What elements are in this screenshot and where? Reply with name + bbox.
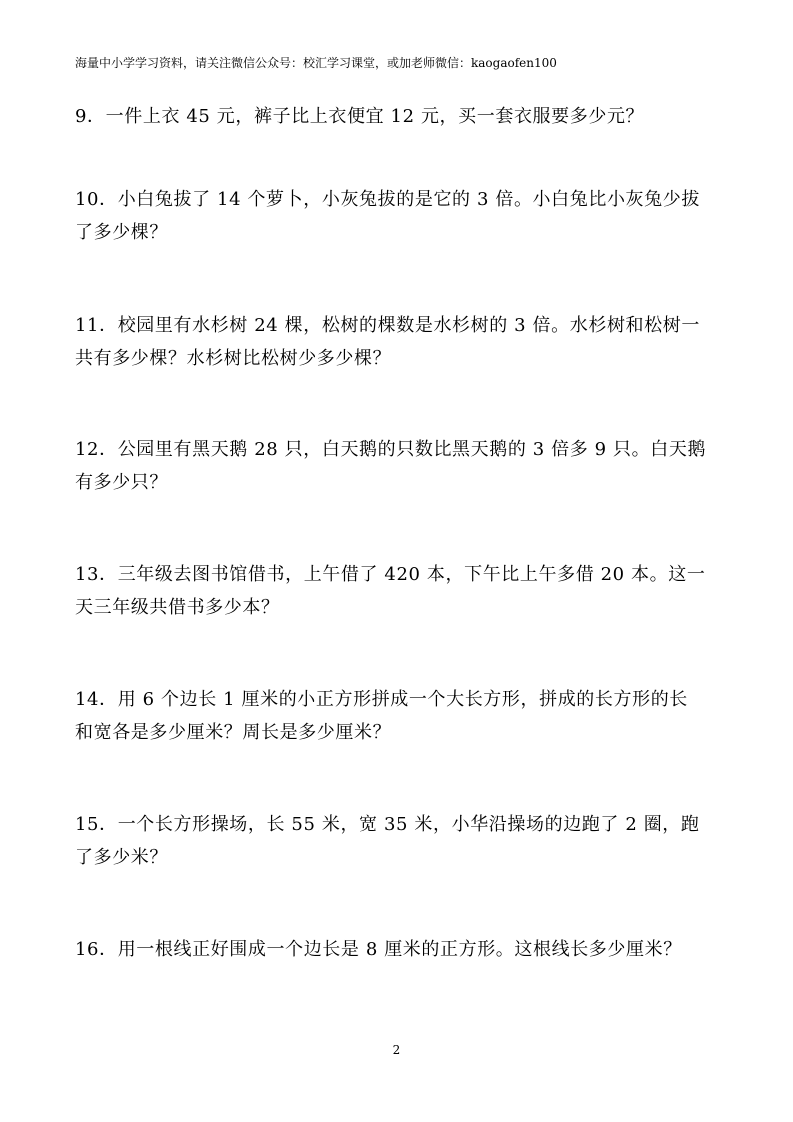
question-line: 15．一个长方形操场，长 55 米，宽 35 米，小华沿操场的边跑了 2 圈，跑 bbox=[75, 814, 700, 835]
question-12 bbox=[75, 433, 725, 499]
question-line: 9．一件上衣 45 元，裤子比上衣便宜 12 元，买一套衣服要多少元？ bbox=[75, 106, 645, 127]
question-line: 10．小白兔拔了 14 个萝卜，小灰兔拔的是它的 3 倍。小白兔比小灰兔少拔 bbox=[75, 189, 700, 210]
question-15 bbox=[75, 808, 725, 874]
question-9 bbox=[75, 100, 725, 133]
question-line: 14．用 6 个边长 1 厘米的小正方形拼成一个大长方形，拼成的长方形的长 bbox=[75, 689, 688, 710]
question-line: 天三年级共借书多少本？ bbox=[75, 597, 280, 618]
question-line: 16．用一根线正好围成一个边长是 8 厘米的正方形。这根线长多少厘米？ bbox=[75, 939, 682, 960]
question-line: 共有多少棵？水杉树比松树少多少棵？ bbox=[75, 348, 392, 369]
question-line: 13．三年级去图书馆借书，上午借了 420 本，下午比上午多借 20 本。这一 bbox=[75, 564, 706, 585]
question-line: 12．公园里有黑天鹅 28 只，白天鹅的只数比黑天鹅的 3 倍多 9 只。白天鹅 bbox=[75, 439, 707, 460]
page-number: 2 bbox=[392, 1043, 401, 1057]
question-line: 11．校园里有水杉树 24 棵，松树的棵数是水杉树的 3 倍。水杉树和松树一 bbox=[75, 315, 700, 336]
question-11 bbox=[75, 309, 725, 375]
question-line: 了多少棵？ bbox=[75, 222, 168, 243]
question-10 bbox=[75, 183, 725, 249]
question-line: 了多少米？ bbox=[75, 847, 168, 868]
question-14 bbox=[75, 683, 725, 749]
header-note: 海量中小学学习资料，请关注微信公众号：校汇学习课堂，或加老师微信：kaogaofen100 bbox=[75, 56, 557, 70]
question-16 bbox=[75, 933, 725, 966]
question-13 bbox=[75, 558, 725, 624]
question-line: 有多少只？ bbox=[75, 472, 168, 493]
question-line: 和宽各是多少厘米？周长是多少厘米？ bbox=[75, 722, 392, 743]
